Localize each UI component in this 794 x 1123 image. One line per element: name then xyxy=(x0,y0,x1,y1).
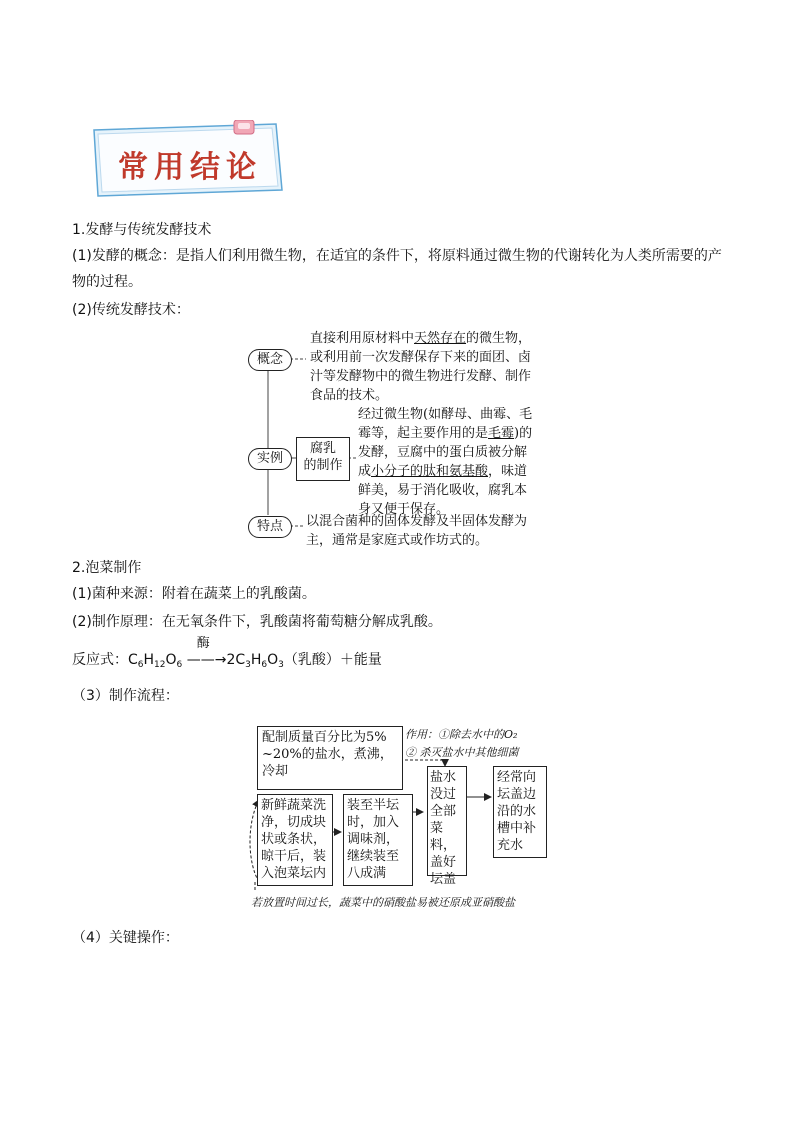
pack-line1: 装至半坛 xyxy=(347,798,400,813)
water-line1: 经常向 xyxy=(497,770,537,785)
veg-line4: 晾干后，装 xyxy=(261,849,327,864)
reaction-equation: 反应式：$C_6H_{12}O_6$ 酶 $——\to 2C_3H_6O_3$（乳酸）＋能量 xyxy=(72,636,382,670)
water-line2: 坛盖边 xyxy=(497,787,537,802)
concept-line1: 直接利用原材料中天然存在的微生物， xyxy=(310,331,532,346)
packing-box xyxy=(343,794,413,886)
brine-box xyxy=(257,726,403,790)
enzyme-label: 酶 xyxy=(196,636,210,651)
paragraph-principle: (2)制作原理：在无氧条件下，乳酸菌将葡萄糖分解成乳酸。 xyxy=(72,614,442,630)
feature-label: 特点 xyxy=(248,516,292,538)
veg-line3: 状或条状， xyxy=(261,832,327,847)
veg-line2: 净，切成块 xyxy=(261,815,327,830)
veg-line5: 入泡菜坛内 xyxy=(261,866,327,881)
concept-line3: 汁等发酵物中的微生物进行发酵、制作 xyxy=(310,369,532,384)
example-line4: 成小分子的肽和氨基酸，味道 xyxy=(358,464,528,479)
example-line2: 霉等，起主要作用的是毛霉)的 xyxy=(358,426,533,441)
salt-line1: 盐水 xyxy=(430,770,457,785)
furu-box xyxy=(296,437,350,481)
feature-line1: 以混合菌种的固体发酵及半固体发酵为 xyxy=(306,514,528,529)
bottom-note: 若放置时间过长，蔬菜中的硝酸盐易被还原成亚硝酸盐 xyxy=(251,896,515,909)
paragraph-concept-line1: (1)发酵的概念：是指人们利用微生物，在适宜的条件下，将原料通过微生物的代谢转化为人类所需要的产 xyxy=(72,248,722,264)
salt-line6: 坛盖 xyxy=(430,872,457,887)
pack-line5: 八成满 xyxy=(347,866,387,881)
example-line6: 身又便于保存。 xyxy=(358,502,450,517)
brine-line3: 冷却 xyxy=(262,764,289,779)
traditional-fermentation-diagram xyxy=(240,325,560,550)
concept-line4: 食品的技术。 xyxy=(310,388,389,403)
salt-line2: 没过 xyxy=(430,787,457,802)
paragraph-process: （3）制作流程： xyxy=(72,688,179,704)
pickle-process-diagram xyxy=(245,722,545,912)
brine-line1: 配制质量百分比为5% xyxy=(262,730,387,745)
concept-line2: 或利用前一次发酵保存下来的面团、卤 xyxy=(310,350,532,365)
furu-line1: 腐乳 xyxy=(309,441,336,456)
section-banner xyxy=(88,120,288,198)
water-line4: 槽中补 xyxy=(497,821,537,836)
salt-line3: 全部 xyxy=(430,804,457,819)
example-label: 实例 xyxy=(248,448,292,470)
paragraph-concept-line2: 物的过程。 xyxy=(72,274,142,290)
salt-line4: 菜料， xyxy=(430,821,457,853)
example-line5: 鲜美，易于消化吸收，腐乳本 xyxy=(358,483,528,498)
paragraph-bacteria-source: (1)菌种来源：附着在蔬菜上的乳酸菌。 xyxy=(72,586,316,602)
heading-pickle: 2.泡菜制作 xyxy=(72,560,142,576)
salt-line5: 盖好 xyxy=(430,855,457,870)
vegetable-box xyxy=(257,794,333,886)
paragraph-traditional: (2)传统发酵技术： xyxy=(72,302,190,318)
heading-fermentation: 1.发酵与传统发酵技术 xyxy=(72,222,212,238)
water-line5: 充水 xyxy=(497,838,524,853)
pack-line4: 继续装至 xyxy=(347,849,400,864)
pack-line2: 时，加入 xyxy=(347,815,400,830)
example-line3: 发酵，豆腐中的蛋白质被分解 xyxy=(358,445,528,460)
furu-line2: 的制作 xyxy=(303,458,343,473)
water-line3: 沿的水 xyxy=(497,804,537,819)
water-refill-box xyxy=(493,766,547,858)
veg-line1: 新鲜蔬菜洗 xyxy=(261,798,327,813)
brine-line2: ~20%的盐水，煮沸， xyxy=(262,747,393,762)
brine-note-line2: ② 杀灭盐水中其他细菌 xyxy=(405,746,519,759)
pack-line3: 调味剂， xyxy=(347,832,400,847)
paragraph-key-operations: （4）关键操作： xyxy=(72,930,179,946)
feature-line2: 主，通常是家庭式或作坊式的。 xyxy=(306,533,489,548)
brine-note-line1: 作用：①除去水中的O₂ xyxy=(405,728,518,741)
brine-cover-box xyxy=(427,766,467,887)
concept-label: 概念 xyxy=(248,349,292,371)
example-line1: 经过微生物(如酵母、曲霉、毛 xyxy=(358,407,533,422)
banner-title: 常用结论 xyxy=(118,150,262,185)
